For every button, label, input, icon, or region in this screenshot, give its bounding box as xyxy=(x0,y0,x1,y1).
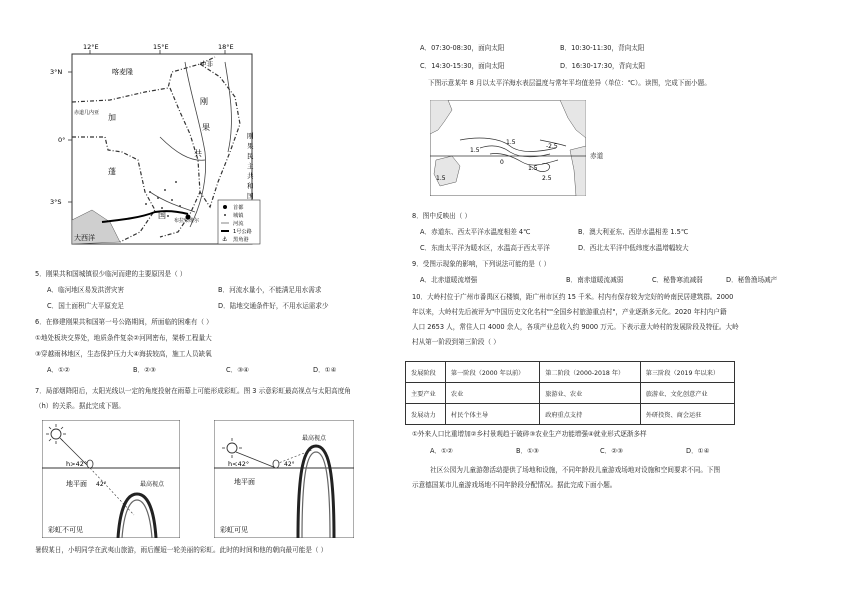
left-ground-label: 地平面 xyxy=(66,480,87,488)
pacific-sst-map xyxy=(430,100,586,196)
q6-statement-2: ③穿越雨林地区，生态保护压力大④海拔较高，施工人员缺氧 xyxy=(35,350,212,358)
table-cell: 农业 xyxy=(445,383,539,404)
right-caption: 彩虹可见 xyxy=(220,526,248,534)
label-congo-c: 共 xyxy=(194,149,202,158)
left-column xyxy=(30,0,410,608)
label-eq-guinea: 赤道几内亚 xyxy=(74,110,100,116)
table-cell: 发展动力 xyxy=(406,404,446,425)
lon-label-12: 12°E xyxy=(83,43,99,51)
lon-label-18: 18°E xyxy=(218,43,234,51)
anchor-icon: ⚓ xyxy=(222,236,228,243)
right-top-label: 最高视点 xyxy=(302,435,327,442)
table-row xyxy=(406,404,735,425)
q11-intro-1: 社区公园为儿童游憩活动提供了场地和设施，不同年龄段儿童游戏场地对设施和空间要求不同。下图 xyxy=(430,466,721,474)
label-gabon-b: 蓬 xyxy=(108,167,116,176)
q8-option-a[interactable]: A．赤道东、西太平洋水温度相差 4℃ xyxy=(420,228,531,236)
q6-option-d[interactable]: D．①④ xyxy=(313,366,337,374)
development-stage-table xyxy=(405,361,735,425)
table-cell: 第二阶段（2000-2018 年） xyxy=(540,362,641,383)
q8-stem: 8．图中反映出（ ） xyxy=(412,212,472,220)
q10-option-b[interactable]: B．①③ xyxy=(516,447,539,455)
left-h-label: h>42° xyxy=(66,460,88,468)
sst-label-4: 0 xyxy=(500,159,504,166)
q10-option-a[interactable]: A．①② xyxy=(430,447,453,455)
legend-port: 黑角港 xyxy=(233,237,249,243)
rainbow-figure-invisible xyxy=(42,420,180,538)
legend-capital: 首都 xyxy=(233,205,244,211)
sst-label-5: 1.5 xyxy=(436,175,446,182)
q10-option-d[interactable]: D．①④ xyxy=(686,447,710,455)
right-ground-label: 地平面 xyxy=(234,478,255,486)
q11-intro-2: 示意德国某市儿童游戏场地不同年龄段分配情况。据此完成下面小题。 xyxy=(412,481,617,489)
table-cell: 旅游业、农业 xyxy=(540,383,641,404)
label-drc-4: 主 xyxy=(247,162,254,170)
table-cell: 第一阶段（2000 年以前） xyxy=(445,362,539,383)
lon-label-15: 15°E xyxy=(153,43,169,51)
q7-option-a[interactable]: A．07:30-08:30，面向太阳 xyxy=(420,44,505,52)
q10-text-2: 年以来，大岭村先后被评为"中国历史文化名村""全国乡村旅游重点村"，产业逐渐多元化。2020 年村内户籍 xyxy=(412,308,727,316)
label-drc-1: 刚 xyxy=(247,132,254,140)
right-h-label: h<42° xyxy=(228,460,250,468)
sst-label-3: -2.5 xyxy=(546,143,558,150)
right-column xyxy=(400,0,840,608)
right-angle-label: 42° xyxy=(284,461,295,468)
q10-text-3: 人口 2653 人，常住人口 4000 余人，各项产业总收入约 9000 万元。下表示意大岭村的发展阶段及特征。大岭 xyxy=(412,323,739,331)
table-row xyxy=(406,383,735,404)
q10-statements: ①外来人口比重增加②乡村景观趋于破碎③农业生产功能增强④就业形式逐渐多样 xyxy=(412,430,647,438)
sst-label-2: 1.5 xyxy=(506,139,516,146)
label-gabon-a: 加 xyxy=(108,113,116,122)
q9-option-b[interactable]: B．南赤道暖流减弱 xyxy=(566,276,624,284)
table-cell: 主要产业 xyxy=(406,383,446,404)
q6-option-c[interactable]: C．③④ xyxy=(226,366,250,374)
q7-option-c[interactable]: C．14:30-15:30，面向太阳 xyxy=(420,62,505,70)
table-cell: 第三阶段（2019 年以来） xyxy=(640,362,734,383)
q5-option-b[interactable]: B．河流水量小，不能满足用水需求 xyxy=(218,286,322,294)
label-drc-3: 民 xyxy=(247,152,254,160)
q8-option-c[interactable]: C．东南太平洋为暖水区，水温高于西太平洋 xyxy=(420,244,550,252)
q6-option-b[interactable]: B．②③ xyxy=(133,366,156,374)
left-top-label: 最高视点 xyxy=(140,481,165,488)
label-drc-5: 共 xyxy=(247,172,254,180)
label-congo-a: 刚 xyxy=(200,97,208,106)
legend-road: 1号公路 xyxy=(233,229,252,235)
label-congo-b: 果 xyxy=(202,123,210,132)
label-drc-6: 和 xyxy=(247,182,254,190)
sst-label-6: 2.5 xyxy=(542,175,552,182)
q10-option-c[interactable]: C．②③ xyxy=(600,447,624,455)
lat-label-3s: 3°S xyxy=(50,198,62,206)
congo-map xyxy=(50,42,280,252)
q6-option-a[interactable]: A．①② xyxy=(47,366,70,374)
sst-figure-intro: 下图示意某年 8 月以太平洋海水表层温度与常年平均值差异（单位：℃）。读图，完成下面小题。 xyxy=(428,79,711,87)
table-cell: 外研投资、商会运驻 xyxy=(640,404,734,425)
rainbow-figure-visible xyxy=(214,420,354,538)
q7-intro-2: （h）的关系。据此完成下题。 xyxy=(35,402,125,410)
left-angle-label: 42° xyxy=(96,481,107,488)
q9-option-d[interactable]: D．秘鲁渔场减产 xyxy=(726,276,778,284)
q8-option-b[interactable]: B．澳大利亚东、西岸水温相差 1.5℃ xyxy=(578,228,689,236)
label-congo-d: 国 xyxy=(158,211,166,220)
q5-option-c[interactable]: C．国土面积广大平原充足 xyxy=(47,302,125,310)
q5-option-a[interactable]: A．临河地区易发洪涝灾害 xyxy=(47,286,125,294)
q7-stem: 暑假某日，小明同学在武夷山旅游，雨后邂逅一轮美丽的彩虹。此时的时间和他的朝向最可能是（ ） xyxy=(35,546,328,554)
q5-stem: 5．刚果共和国城镇很少临河而建的主要原因是（ ） xyxy=(35,270,187,278)
q9-stem: 9．受图示现象的影响，下列说法可能的是（ ） xyxy=(412,260,551,268)
q7-option-d[interactable]: D．16:30-17:30，背向太阳 xyxy=(560,62,646,70)
table-cell: 发展阶段 xyxy=(406,362,446,383)
q9-option-a[interactable]: A．北赤道暖流增强 xyxy=(420,276,478,284)
q10-text-1: 10．大岭村位于广州市番禺区石楼镇，距广州市区约 15 千米。村内有保存较为完好的岭南民居建筑群。2000 xyxy=(412,293,734,301)
label-car: 中非 xyxy=(200,60,213,68)
lat-label-3n: 3°N xyxy=(50,68,63,76)
label-brazzaville: 布拉柴维尔 xyxy=(174,218,200,224)
lat-label-0: 0° xyxy=(58,136,66,144)
legend-town: 城镇 xyxy=(233,213,244,219)
q9-option-c[interactable]: C．秘鲁寒流减弱 xyxy=(652,276,703,284)
legend-river: 河流 xyxy=(233,221,244,227)
q6-stem: 6．在修建刚果共和国第一号公路期间，所面临的困难有（ ） xyxy=(35,318,213,326)
q10-text-4: 村从第一阶段到第三阶段（ ） xyxy=(412,338,500,346)
q5-option-d[interactable]: D．陆地交通条件好，不用水运需求少 xyxy=(218,302,329,310)
table-cell: 村民个体主导 xyxy=(445,404,539,425)
label-drc-2: 果 xyxy=(247,142,254,150)
label-cameroon: 喀麦隆 xyxy=(112,68,133,76)
q6-statement-1: ①地处板块交界处，地质条件复杂②河网密布，架桥工程量大 xyxy=(35,334,212,342)
left-caption: 彩虹不可见 xyxy=(48,526,83,534)
q8-option-d[interactable]: D．西北太平洋中低纬度水温增幅较大 xyxy=(578,244,689,252)
label-drc-7: 国 xyxy=(247,192,254,200)
sst-label-1: 1.5 xyxy=(470,147,480,154)
table-cell: 政府重点支持 xyxy=(540,404,641,425)
q7-intro-1: 7．局部烟降阳后，太阳光线以一定的角度投射在雨幕上可能形成彩虹。图 3 示意彩虹最高视点与太阳高度角 xyxy=(35,387,351,395)
q7-option-b[interactable]: B．10:30-11:30，背向太阳 xyxy=(560,44,645,52)
table-cell: 旅游业、文化创意产业 xyxy=(640,383,734,404)
equator-label: 赤道 xyxy=(590,152,604,160)
sst-label-7: 1.5 xyxy=(528,165,538,172)
label-atlantic: 大西洋 xyxy=(74,234,95,242)
table-row xyxy=(406,362,735,383)
